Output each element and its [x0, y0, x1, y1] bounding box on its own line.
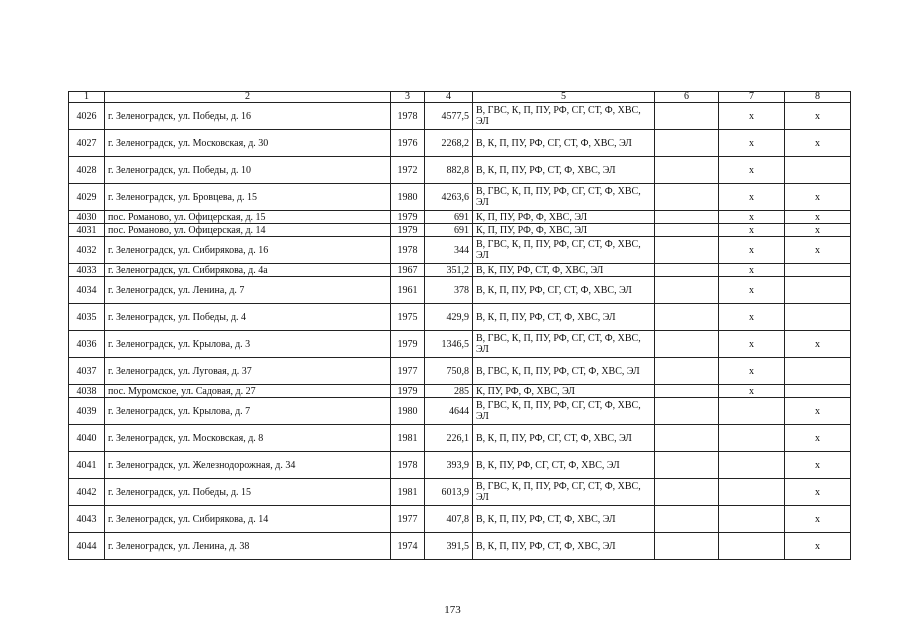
table-row [69, 224, 851, 237]
year-built-cell: 1981 [391, 425, 425, 452]
row-number-cell: 4039 [69, 398, 105, 425]
col6-cell [655, 277, 719, 304]
year-built-cell: 1977 [391, 358, 425, 385]
year-built-cell: 1974 [391, 533, 425, 560]
col8-mark-cell [785, 385, 851, 398]
col7-mark-cell [719, 398, 785, 425]
year-built-cell: 1979 [391, 224, 425, 237]
address-cell: г. Зеленоградск, ул. Ленина, д. 7 [105, 277, 391, 304]
area-cell: 6013,9 [425, 479, 473, 506]
row-number-cell: 4026 [69, 103, 105, 130]
col7-mark-cell: х [719, 130, 785, 157]
area-cell: 4644 [425, 398, 473, 425]
systems-cell: В, К, П, ПУ, РФ, СТ, Ф, ХВС, ЭЛ [473, 304, 655, 331]
col6-cell [655, 157, 719, 184]
systems-cell: В, К, П, ПУ, РФ, СТ, Ф, ХВС, ЭЛ [473, 533, 655, 560]
col7-mark-cell: х [719, 304, 785, 331]
col8-mark-cell [785, 304, 851, 331]
table-row [69, 425, 851, 452]
area-cell: 407,8 [425, 506, 473, 533]
col6-cell [655, 398, 719, 425]
area-cell: 2268,2 [425, 130, 473, 157]
area-cell: 691 [425, 224, 473, 237]
row-number-cell: 4028 [69, 157, 105, 184]
table-row [69, 331, 851, 358]
address-cell: г. Зеленоградск, ул. Ленина, д. 38 [105, 533, 391, 560]
table-row [69, 304, 851, 331]
row-number-cell: 4043 [69, 506, 105, 533]
year-built-cell: 1972 [391, 157, 425, 184]
table-row [69, 479, 851, 506]
area-cell: 378 [425, 277, 473, 304]
address-cell: г. Зеленоградск, ул. Железнодорожная, д. 34 [105, 452, 391, 479]
col8-mark-cell: х [785, 211, 851, 224]
area-cell: 4263,6 [425, 184, 473, 211]
row-number-cell: 4031 [69, 224, 105, 237]
col7-mark-cell [719, 425, 785, 452]
systems-cell: В, К, ПУ, РФ, СТ, Ф, ХВС, ЭЛ [473, 264, 655, 277]
col8-mark-cell: х [785, 237, 851, 264]
col7-mark-cell [719, 506, 785, 533]
row-number-cell: 4035 [69, 304, 105, 331]
col8-mark-cell: х [785, 103, 851, 130]
systems-cell: В, К, П, ПУ, РФ, СГ, СТ, Ф, ХВС, ЭЛ [473, 277, 655, 304]
col8-mark-cell [785, 157, 851, 184]
col7-mark-cell: х [719, 184, 785, 211]
col8-mark-cell: х [785, 425, 851, 452]
address-cell: г. Зеленоградск, ул. Сибирякова, д. 16 [105, 237, 391, 264]
year-built-cell: 1976 [391, 130, 425, 157]
systems-cell: К, П, ПУ, РФ, Ф, ХВС, ЭЛ [473, 211, 655, 224]
area-cell: 285 [425, 385, 473, 398]
row-number-cell: 4029 [69, 184, 105, 211]
year-built-cell: 1978 [391, 103, 425, 130]
address-cell: г. Зеленоградск, ул. Крылова, д. 3 [105, 331, 391, 358]
row-number-cell: 4027 [69, 130, 105, 157]
row-number-cell: 4038 [69, 385, 105, 398]
area-cell: 351,2 [425, 264, 473, 277]
address-cell: пос. Муромское, ул. Садовая, д. 27 [105, 385, 391, 398]
col7-mark-cell [719, 452, 785, 479]
col8-mark-cell: х [785, 331, 851, 358]
area-cell: 393,9 [425, 452, 473, 479]
row-number-cell: 4044 [69, 533, 105, 560]
col7-mark-cell: х [719, 331, 785, 358]
address-cell: г. Зеленоградск, ул. Московская, д. 8 [105, 425, 391, 452]
year-built-cell: 1980 [391, 184, 425, 211]
col6-cell [655, 304, 719, 331]
area-cell: 1346,5 [425, 331, 473, 358]
col7-mark-cell: х [719, 157, 785, 184]
header-cell: 1 [69, 92, 105, 103]
col8-mark-cell [785, 277, 851, 304]
address-cell: г. Зеленоградск, ул. Луговая, д. 37 [105, 358, 391, 385]
col7-mark-cell [719, 533, 785, 560]
col8-mark-cell: х [785, 533, 851, 560]
address-cell: пос. Романово, ул. Офицерская, д. 15 [105, 211, 391, 224]
systems-cell: В, ГВС, К, П, ПУ, РФ, СГ, СТ, Ф, ХВС, ЭЛ [473, 398, 655, 425]
col8-mark-cell: х [785, 224, 851, 237]
systems-cell: В, ГВС, К, П, ПУ, РФ, СГ, СТ, Ф, ХВС, ЭЛ [473, 184, 655, 211]
col6-cell [655, 533, 719, 560]
table-row [69, 385, 851, 398]
year-built-cell: 1979 [391, 331, 425, 358]
year-built-cell: 1979 [391, 211, 425, 224]
row-number-cell: 4033 [69, 264, 105, 277]
area-cell: 344 [425, 237, 473, 264]
table-row [69, 103, 851, 130]
systems-cell: В, ГВС, К, П, ПУ, РФ, СТ, Ф, ХВС, ЭЛ [473, 358, 655, 385]
year-built-cell: 1978 [391, 452, 425, 479]
col6-cell [655, 264, 719, 277]
address-cell: г. Зеленоградск, ул. Крылова, д. 7 [105, 398, 391, 425]
table-row [69, 358, 851, 385]
table-row [69, 184, 851, 211]
col6-cell [655, 130, 719, 157]
page-number: 173 [444, 604, 461, 616]
systems-cell: В, ГВС, К, П, ПУ, РФ, СГ, СТ, Ф, ХВС, ЭЛ [473, 237, 655, 264]
table-row [69, 506, 851, 533]
col7-mark-cell: х [719, 385, 785, 398]
row-number-cell: 4040 [69, 425, 105, 452]
address-cell: пос. Романово, ул. Офицерская, д. 14 [105, 224, 391, 237]
housing-table [68, 91, 851, 560]
row-number-cell: 4036 [69, 331, 105, 358]
header-cell: 2 [105, 92, 391, 103]
col8-mark-cell: х [785, 398, 851, 425]
col7-mark-cell: х [719, 358, 785, 385]
col6-cell [655, 211, 719, 224]
systems-cell: В, К, П, ПУ, РФ, СГ, СТ, Ф, ХВС, ЭЛ [473, 425, 655, 452]
systems-cell: В, К, П, ПУ, РФ, СТ, Ф, ХВС, ЭЛ [473, 506, 655, 533]
col6-cell [655, 506, 719, 533]
col6-cell [655, 479, 719, 506]
header-cell: 3 [391, 92, 425, 103]
year-built-cell: 1977 [391, 506, 425, 533]
systems-cell: В, ГВС, К, П, ПУ, РФ, СГ, СТ, Ф, ХВС, ЭЛ [473, 331, 655, 358]
table-row [69, 533, 851, 560]
table-row [69, 277, 851, 304]
col8-mark-cell: х [785, 479, 851, 506]
col7-mark-cell: х [719, 264, 785, 277]
year-built-cell: 1967 [391, 264, 425, 277]
area-cell: 882,8 [425, 157, 473, 184]
year-built-cell: 1979 [391, 385, 425, 398]
row-number-cell: 4037 [69, 358, 105, 385]
col6-cell [655, 452, 719, 479]
col8-mark-cell: х [785, 506, 851, 533]
year-built-cell: 1981 [391, 479, 425, 506]
header-cell: 8 [785, 92, 851, 103]
col7-mark-cell: х [719, 103, 785, 130]
table-row [69, 264, 851, 277]
header-row [69, 92, 851, 103]
row-number-cell: 4034 [69, 277, 105, 304]
systems-cell: В, К, П, ПУ, РФ, СТ, Ф, ХВС, ЭЛ [473, 157, 655, 184]
col6-cell [655, 425, 719, 452]
table-row [69, 237, 851, 264]
systems-cell: В, К, П, ПУ, РФ, СГ, СТ, Ф, ХВС, ЭЛ [473, 130, 655, 157]
area-cell: 429,9 [425, 304, 473, 331]
row-number-cell: 4032 [69, 237, 105, 264]
row-number-cell: 4041 [69, 452, 105, 479]
col6-cell [655, 358, 719, 385]
area-cell: 691 [425, 211, 473, 224]
table-row [69, 157, 851, 184]
col8-mark-cell: х [785, 130, 851, 157]
address-cell: г. Зеленоградск, ул. Победы, д. 16 [105, 103, 391, 130]
year-built-cell: 1978 [391, 237, 425, 264]
row-number-cell: 4030 [69, 211, 105, 224]
header-cell: 7 [719, 92, 785, 103]
area-cell: 750,8 [425, 358, 473, 385]
area-cell: 226,1 [425, 425, 473, 452]
table-row [69, 452, 851, 479]
address-cell: г. Зеленоградск, ул. Сибирякова, д. 4а [105, 264, 391, 277]
col8-mark-cell: х [785, 184, 851, 211]
col6-cell [655, 103, 719, 130]
address-cell: г. Зеленоградск, ул. Бровцева, д. 15 [105, 184, 391, 211]
systems-cell: В, ГВС, К, П, ПУ, РФ, СГ, СТ, Ф, ХВС, ЭЛ [473, 103, 655, 130]
systems-cell: К, ПУ, РФ, Ф, ХВС, ЭЛ [473, 385, 655, 398]
col7-mark-cell: х [719, 237, 785, 264]
area-cell: 391,5 [425, 533, 473, 560]
address-cell: г. Зеленоградск, ул. Московская, д. 30 [105, 130, 391, 157]
systems-cell: К, П, ПУ, РФ, Ф, ХВС, ЭЛ [473, 224, 655, 237]
year-built-cell: 1961 [391, 277, 425, 304]
header-cell: 6 [655, 92, 719, 103]
col6-cell [655, 331, 719, 358]
address-cell: г. Зеленоградск, ул. Победы, д. 4 [105, 304, 391, 331]
systems-cell: В, К, ПУ, РФ, СГ, СТ, Ф, ХВС, ЭЛ [473, 452, 655, 479]
year-built-cell: 1975 [391, 304, 425, 331]
col6-cell [655, 385, 719, 398]
systems-cell: В, ГВС, К, П, ПУ, РФ, СГ, СТ, Ф, ХВС, ЭЛ [473, 479, 655, 506]
col7-mark-cell: х [719, 277, 785, 304]
col6-cell [655, 224, 719, 237]
table-row [69, 211, 851, 224]
col8-mark-cell [785, 264, 851, 277]
row-number-cell: 4042 [69, 479, 105, 506]
col7-mark-cell: х [719, 224, 785, 237]
col6-cell [655, 184, 719, 211]
table-row [69, 398, 851, 425]
table-row [69, 130, 851, 157]
header-cell: 4 [425, 92, 473, 103]
col6-cell [655, 237, 719, 264]
col8-mark-cell [785, 358, 851, 385]
col8-mark-cell: х [785, 452, 851, 479]
address-cell: г. Зеленоградск, ул. Сибирякова, д. 14 [105, 506, 391, 533]
address-cell: г. Зеленоградск, ул. Победы, д. 15 [105, 479, 391, 506]
col7-mark-cell: х [719, 211, 785, 224]
address-cell: г. Зеленоградск, ул. Победы, д. 10 [105, 157, 391, 184]
col7-mark-cell [719, 479, 785, 506]
header-cell: 5 [473, 92, 655, 103]
year-built-cell: 1980 [391, 398, 425, 425]
area-cell: 4577,5 [425, 103, 473, 130]
